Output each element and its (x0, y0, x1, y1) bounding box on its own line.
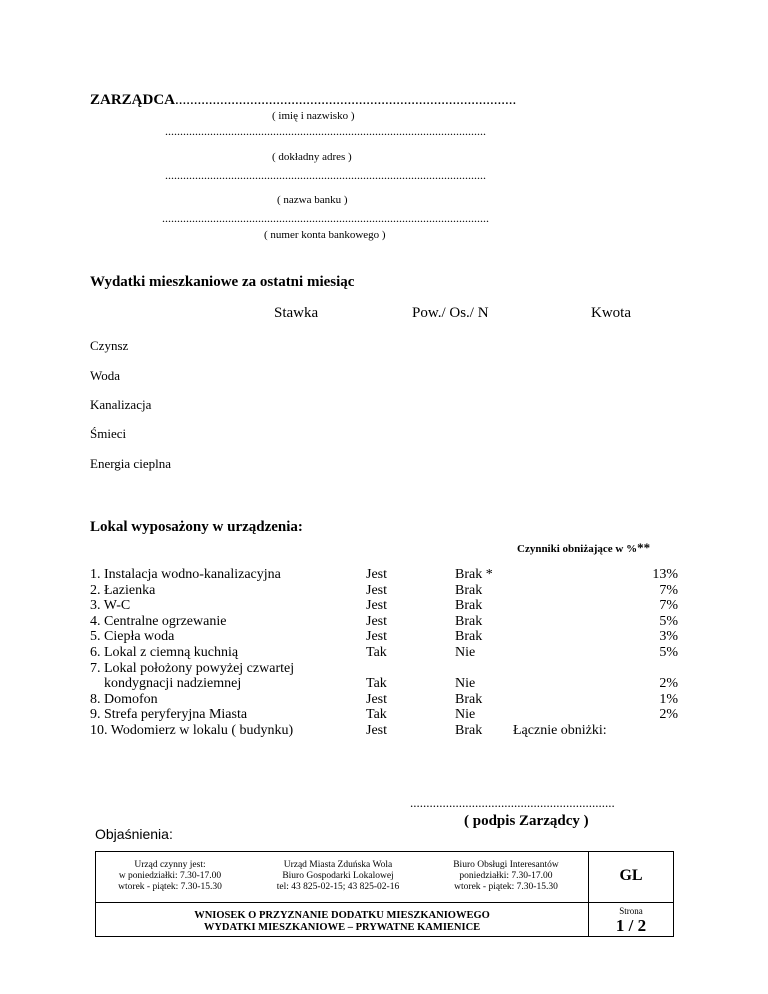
no-column-a: Brak * Brak Brak Brak Brak Nie (455, 567, 493, 660)
total-reduction-label: Łącznie obniżki: (513, 723, 607, 738)
account-dots: ............................................................................................................. (162, 211, 489, 225)
address-dots: ........................................................................................................... (165, 124, 486, 138)
signature-label: ( podpis Zarządcy ) (464, 813, 589, 829)
yes-column-b: Tak Jest Tak Jest (366, 676, 387, 738)
name-hint: ( imię i nazwisko ) (272, 110, 355, 122)
equipment-item: 10. Wodomierz w lokalu ( budynku) (90, 722, 294, 738)
bank-hint: ( nazwa banku ) (277, 194, 348, 206)
expense-row-woda: Woda (90, 368, 120, 383)
equipment-item: 7. Lokal położony powyżej czwartej (90, 660, 295, 676)
office-info: Urząd Miasta Zduńska Wola Biuro Gospodarki Lokalowej tel: 43 825-02-15; 43 825-02-16 (276, 860, 400, 892)
equipment-title: Lokal wyposażony w urządzenia: (90, 519, 303, 535)
address-hint: ( dokładny adres ) (272, 151, 352, 163)
page-label: Strona (619, 906, 643, 916)
explanations-label: Objaśnienia: (95, 826, 173, 842)
equipment-item: 6. Lokal z ciemną kuchnią (90, 644, 239, 660)
expense-row-smieci: Śmieci (90, 426, 127, 441)
zarzadca-label: ZARZĄDCA (90, 92, 176, 108)
column-pow-os-n: Pow./ Os./ N (412, 305, 489, 321)
percent-column-b: 2% 1% 2% (659, 676, 678, 723)
factors-label: Czynniki obniżające w %** (517, 540, 651, 555)
equipment-item: 2. Łazienka (90, 582, 156, 598)
footer-divider (96, 902, 588, 903)
signature-dots: ............................................................... (410, 795, 615, 810)
equipment-items (90, 567, 294, 739)
column-kwota: Kwota (591, 305, 631, 321)
factors-marker: ** (637, 540, 651, 555)
equipment-item: kondygnacji nadziemnej (90, 676, 242, 692)
form-title: WNIOSEK O PRZYZNANIE DODATKU MIESZKANIOWEGO WYDATKI MIESZKANIOWE – PRYWATNE KAMIENICE (194, 910, 490, 933)
equipment-item: 9. Strefa peryferyjna Miasta (90, 707, 248, 723)
bureau-info: Biuro Obsługi Interesantów poniedziałki: 7.30-17.00 wtorek - piątek: 7.30-15.30 (453, 860, 559, 892)
equipment-item: 8. Domofon (90, 691, 158, 707)
equipment-item: 3. W-C (90, 598, 131, 614)
no-column-b: Nie Brak Nie Brak (455, 676, 483, 738)
expense-row-czynsz: Czynsz (90, 338, 129, 353)
page-number: 1 / 2 (615, 916, 647, 935)
expense-row-kanalizacja: Kanalizacja (90, 397, 152, 412)
account-hint: ( numer konta bankowego ) (264, 229, 386, 241)
equipment-item: 1. Instalacja wodno-kanalizacyjna (90, 567, 281, 582)
footer-divider (588, 902, 673, 903)
zarzadca-dots: ........................................................................................... (175, 92, 517, 108)
expense-row-energia: Energia cieplna (90, 456, 171, 471)
bank-dots: ........................................................................................................... (165, 168, 486, 182)
footer-box (95, 851, 674, 937)
office-hours: Urząd czynny jest: w poniedziałki: 7.30-17.00 wtorek - piątek: 7.30-15.30 (118, 860, 222, 892)
yes-column-a: Jest Jest Jest Jest Jest Tak (366, 567, 387, 660)
percent-column-a: 13% 7% 7% 5% 3% 5% (652, 567, 678, 660)
column-stawka: Stawka (274, 305, 319, 321)
department-code: GL (619, 867, 643, 884)
zarzadca-line (90, 92, 516, 109)
equipment-item: 4. Centralne ogrzewanie (90, 613, 227, 629)
expenses-title: Wydatki mieszkaniowe za ostatni miesiąc (90, 274, 355, 290)
equipment-item: 5. Ciepła woda (90, 629, 175, 645)
